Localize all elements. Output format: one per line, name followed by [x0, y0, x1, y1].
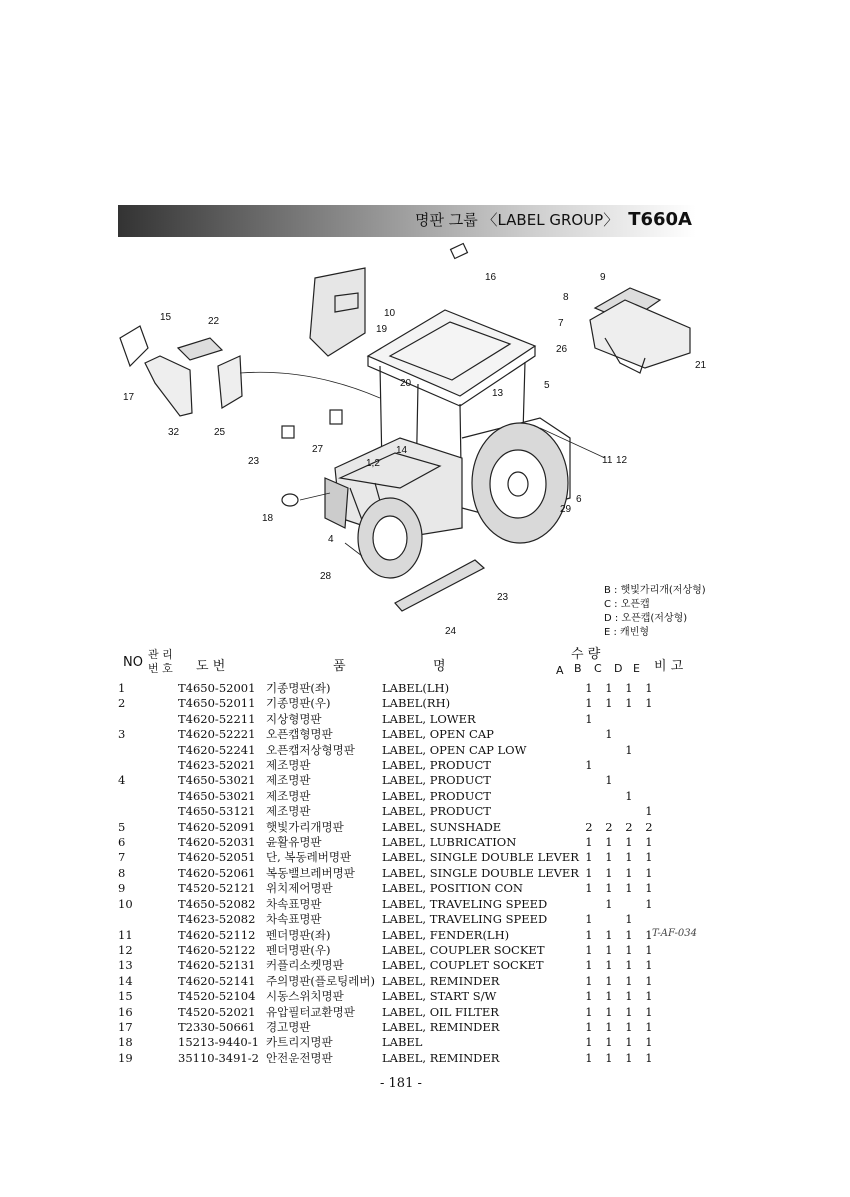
table-row [118, 897, 659, 912]
row-name-korean: 시동스위치명판 [266, 989, 344, 1004]
row-qty-e: 1 [645, 989, 653, 1004]
row-qty-b: 1 [585, 958, 593, 973]
group-title-banner [118, 205, 696, 237]
table-row [118, 696, 659, 711]
callout-label: 23 [248, 456, 260, 467]
row-part-number: T4650-53021 [178, 773, 256, 788]
row-no: 11 [118, 927, 133, 942]
row-name-korean: 복동밸브레버명판 [266, 865, 355, 880]
row-qty-c: 1 [605, 973, 613, 988]
row-qty-e [639, 773, 659, 788]
row-qty-e: 1 [645, 1019, 653, 1034]
header-name-e: 명 [433, 659, 446, 674]
callout-label: 29 [560, 504, 572, 515]
row-qty-d: 1 [625, 788, 633, 803]
row-qty-e: 1 [645, 1035, 653, 1050]
table-row [118, 835, 659, 850]
header-mgmt: 관 리 [148, 648, 173, 661]
row-no: 1 [118, 681, 126, 695]
row-qty-d: 1 [625, 742, 633, 757]
callout-label: 16 [485, 272, 497, 283]
table-row [118, 743, 659, 758]
callout-label: 11 [602, 455, 613, 466]
row-qty-c: 1 [605, 850, 613, 865]
table-row [118, 773, 659, 788]
row-qty-e [639, 912, 659, 927]
row-name-english: LABEL, COUPLER SOCKET [382, 942, 545, 957]
row-part-number: T4620-52131 [178, 958, 256, 973]
row-no: 17 [118, 1019, 133, 1034]
legend-item: D : 오픈캡(저상형) [604, 613, 688, 624]
header-col-e: E [633, 662, 640, 675]
row-qty-d [619, 712, 639, 727]
row-qty-b: 1 [585, 989, 593, 1004]
legend [604, 584, 706, 640]
row-qty-b: 1 [585, 1035, 593, 1050]
handwritten-note: T-AF-034 [652, 928, 697, 939]
row-name-korean: 카트리지명판 [266, 1035, 333, 1050]
row-qty-b: 1 [585, 1004, 593, 1019]
row-qty-d: 1 [625, 1035, 633, 1050]
row-qty-c: 1 [605, 1035, 613, 1050]
row-qty-d: 1 [625, 927, 633, 942]
row-qty-e [639, 727, 659, 742]
row-qty-d: 1 [625, 958, 633, 973]
row-name-korean: 기종명판(좌) [266, 681, 331, 695]
row-name-korean: 단, 복동레버명판 [266, 850, 352, 865]
table-row [118, 789, 659, 804]
row-no: 16 [118, 1004, 133, 1019]
row-name-english: LABEL, POSITION CON [382, 881, 523, 896]
callout-label: 8 [563, 292, 569, 303]
table-row [118, 727, 659, 742]
row-qty-e: 1 [645, 958, 653, 973]
row-name-korean: 햇빛가리개명판 [266, 819, 344, 834]
header-qty: 수 량 [571, 647, 601, 662]
table-row [118, 974, 659, 989]
row-part-number: T4520-52021 [178, 1004, 256, 1019]
row-name-english: LABEL, TRAVELING SPEED [382, 896, 548, 911]
header-remarks: 비 고 [654, 659, 684, 674]
table-row [118, 989, 659, 1004]
row-qty-b: 1 [585, 835, 593, 850]
row-no: 3 [118, 727, 126, 742]
row-qty-d: 1 [625, 835, 633, 850]
row-part-number: T4650-52011 [178, 696, 256, 711]
parts-table [118, 681, 659, 1066]
row-name-english: LABEL, SINGLE DOUBLE LEVER [382, 850, 579, 865]
row-qty-b: 1 [585, 881, 593, 896]
row-no: 5 [118, 819, 126, 834]
row-qty-d: 1 [625, 850, 633, 865]
row-no: 18 [118, 1035, 133, 1050]
row-name-english: LABEL, PRODUCT [382, 788, 491, 803]
callout-label: 15 [160, 312, 172, 323]
row-name-korean: 차속표명판 [266, 896, 322, 911]
callout-label: 4 [328, 534, 334, 545]
row-qty-c [599, 712, 619, 727]
callout-label: 17 [123, 392, 135, 403]
callout-label: 27 [312, 444, 324, 455]
table-row [118, 804, 659, 819]
row-qty-c: 1 [605, 989, 613, 1004]
row-name-korean: 안전운전명판 [266, 1050, 333, 1065]
callout-label: 32 [168, 427, 180, 438]
row-qty-e: 1 [645, 1050, 653, 1065]
row-qty-c: 2 [605, 819, 613, 834]
row-qty-d: 1 [625, 1019, 633, 1034]
row-qty-b [579, 804, 599, 819]
table-row [118, 758, 659, 773]
row-name-korean: 유압필터교환명판 [266, 1004, 355, 1019]
row-no: 13 [118, 958, 133, 973]
row-qty-d: 2 [625, 819, 633, 834]
row-qty-d [619, 804, 639, 819]
row-no: 10 [118, 896, 133, 911]
page-number: - 181 - [380, 1076, 422, 1091]
row-no [118, 789, 178, 804]
table-row [118, 1051, 659, 1066]
callout-label: 21 [695, 360, 707, 371]
row-part-number: T4620-52031 [178, 835, 256, 850]
row-no [118, 758, 178, 773]
row-name-korean: 펜더명판(좌) [266, 927, 331, 942]
row-qty-b: 1 [585, 973, 593, 988]
row-qty-b: 1 [585, 696, 593, 711]
row-qty-e: 1 [645, 804, 653, 819]
row-qty-c: 1 [605, 727, 613, 742]
row-part-number: T2330-50661 [178, 1019, 256, 1034]
row-name-english: LABEL, SUNSHADE [382, 819, 502, 834]
row-qty-d: 1 [625, 1050, 633, 1065]
row-qty-e: 1 [645, 942, 653, 957]
row-part-number: T4620-52141 [178, 973, 256, 988]
row-part-number: T4620-52051 [178, 850, 256, 865]
row-part-number: T4620-52091 [178, 819, 256, 834]
row-qty-e: 1 [645, 681, 653, 695]
row-name-english: LABEL, TRAVELING SPEED [382, 912, 548, 927]
row-name-english: LABEL, FENDER(LH) [382, 927, 510, 942]
table-row [118, 912, 659, 927]
header-col-c: C [594, 662, 602, 675]
row-name-korean: 윤활유명판 [266, 835, 322, 850]
row-name-english: LABEL, OIL FILTER [382, 1004, 499, 1019]
row-qty-d [619, 758, 639, 773]
row-qty-c: 1 [605, 773, 613, 788]
table-row [118, 712, 659, 727]
row-qty-b: 1 [585, 865, 593, 880]
row-qty-d: 1 [625, 696, 633, 711]
row-qty-b: 1 [585, 850, 593, 865]
row-name-english: LABEL, PRODUCT [382, 758, 491, 773]
row-name-korean: 제조명판 [266, 758, 311, 773]
table-row [118, 866, 659, 881]
row-name-english: LABEL(RH) [382, 696, 451, 711]
row-qty-e: 1 [645, 696, 653, 711]
row-part-number: T4620-52241 [178, 742, 256, 757]
header-no: NO [123, 655, 143, 670]
callout-label: 24 [445, 626, 457, 637]
table-row [118, 943, 659, 958]
row-name-english: LABEL, REMINDER [382, 973, 500, 988]
row-no [118, 912, 178, 927]
row-qty-c: 1 [605, 696, 613, 711]
legend-item: C : 오픈캡 [604, 599, 650, 610]
row-qty-b: 1 [585, 927, 593, 942]
row-name-english: LABEL, LOWER [382, 711, 476, 726]
row-qty-e: 1 [645, 927, 653, 942]
row-part-number: T4650-53121 [178, 804, 256, 819]
row-name-korean: 오픈캡형명판 [266, 727, 333, 742]
row-name-english: LABEL [382, 1035, 423, 1050]
row-no [118, 804, 178, 819]
row-qty-c: 1 [605, 942, 613, 957]
row-name-english: LABEL, PRODUCT [382, 804, 491, 819]
row-qty-b: 1 [585, 1019, 593, 1034]
row-name-korean: 제조명판 [266, 788, 311, 803]
callout-label: 1,2 [366, 458, 380, 469]
row-name-korean: 펜더명판(우) [266, 942, 331, 957]
row-qty-d: 1 [625, 973, 633, 988]
row-qty-e: 1 [645, 1004, 653, 1019]
row-name-korean: 차속표명판 [266, 912, 322, 927]
group-title: 명판 그룹 〈LABEL GROUP〉 [414, 211, 619, 229]
row-part-number: T4620-52221 [178, 727, 256, 742]
row-part-number: T4623-52082 [178, 912, 256, 927]
row-qty-c: 1 [605, 881, 613, 896]
row-no: 4 [118, 773, 126, 788]
row-no: 9 [118, 881, 126, 896]
row-name-english: LABEL(LH) [382, 681, 450, 695]
row-qty-c: 1 [605, 1019, 613, 1034]
row-name-english: LABEL, LUBRICATION [382, 835, 517, 850]
row-no: 7 [118, 850, 126, 865]
row-name-korean: 위치제어명판 [266, 881, 333, 896]
row-qty-e [639, 712, 659, 727]
row-qty-e: 1 [645, 973, 653, 988]
row-qty-b: 1 [585, 758, 593, 773]
header-col-a: A [556, 664, 564, 677]
row-qty-d: 1 [625, 1004, 633, 1019]
row-name-korean: 오픈캡저상형명판 [266, 742, 355, 757]
row-part-number: T4620-52211 [178, 711, 256, 726]
header-col-b: B [574, 662, 582, 675]
header-mgmt2: 번 호 [148, 662, 173, 675]
row-qty-c [599, 758, 619, 773]
row-qty-e: 1 [645, 850, 653, 865]
table-row [118, 850, 659, 865]
row-part-number: 35110-3491-2 [178, 1050, 259, 1065]
row-name-english: LABEL, REMINDER [382, 1019, 500, 1034]
row-qty-b: 1 [585, 942, 593, 957]
row-no: 8 [118, 865, 126, 880]
row-qty-b: 1 [585, 711, 593, 726]
row-name-korean: 제조명판 [266, 804, 311, 819]
table-row [118, 928, 659, 943]
table-row [118, 881, 659, 896]
row-qty-b [579, 897, 599, 912]
row-qty-b [579, 743, 599, 758]
header-name-k: 품 [333, 659, 346, 674]
row-qty-b: 1 [585, 681, 593, 695]
callout-label: 6 [576, 494, 582, 505]
row-part-number: T4620-52122 [178, 942, 256, 957]
row-part-number: T4620-52112 [178, 927, 256, 942]
row-qty-e: 1 [645, 881, 653, 896]
row-no: 14 [118, 973, 133, 988]
row-qty-b: 2 [585, 819, 593, 834]
legend-item: B : 햇빛가리개(저상형) [604, 585, 706, 596]
row-qty-e [639, 789, 659, 804]
row-name-english: LABEL, COUPLET SOCKET [382, 958, 544, 973]
row-qty-b [579, 727, 599, 742]
row-qty-d: 1 [625, 942, 633, 957]
callout-label: 14 [396, 445, 408, 456]
callout-label: 26 [556, 344, 568, 355]
table-row [118, 1020, 659, 1035]
row-name-english: LABEL, PRODUCT [382, 773, 491, 788]
row-no: 12 [118, 942, 133, 957]
row-name-english: LABEL, OPEN CAP LOW [382, 742, 527, 757]
table-row [118, 681, 659, 696]
row-qty-c: 1 [605, 1004, 613, 1019]
row-no: 19 [118, 1050, 133, 1065]
callout-label: 19 [376, 324, 388, 335]
row-qty-d: 1 [625, 865, 633, 880]
row-qty-c: 1 [605, 835, 613, 850]
row-name-korean: 기종명판(우) [266, 696, 331, 711]
callout-label: 18 [262, 513, 274, 524]
header-drawing: 도 번 [196, 659, 226, 674]
callout-label: 23 [497, 592, 509, 603]
callout-label: 22 [208, 316, 220, 327]
row-name-english: LABEL, SINGLE DOUBLE LEVER [382, 865, 579, 880]
row-qty-c [599, 789, 619, 804]
row-qty-d [619, 897, 639, 912]
callout-label: 28 [320, 571, 332, 582]
row-name-korean: 제조명판 [266, 773, 311, 788]
callout-label: 5 [544, 380, 550, 391]
row-qty-c [599, 912, 619, 927]
row-qty-c [599, 804, 619, 819]
row-name-korean: 커플리소켓명판 [266, 958, 344, 973]
row-qty-c: 1 [605, 958, 613, 973]
row-name-english: LABEL, START S/W [382, 989, 497, 1004]
row-part-number: T4650-53021 [178, 788, 256, 803]
row-qty-d: 1 [625, 912, 633, 927]
parts-table-body [118, 681, 659, 1066]
row-qty-c: 1 [605, 681, 613, 695]
row-qty-d: 1 [625, 881, 633, 896]
table-row [118, 958, 659, 973]
row-no: 6 [118, 835, 126, 850]
row-name-english: LABEL, OPEN CAP [382, 727, 494, 742]
callout-label: 13 [492, 388, 504, 399]
row-qty-d: 1 [625, 989, 633, 1004]
row-qty-e [639, 758, 659, 773]
header-col-d: D [614, 662, 623, 675]
row-qty-c [599, 743, 619, 758]
row-part-number: 15213-9440-1 [178, 1035, 259, 1050]
row-no [118, 712, 178, 727]
callout-label: 9 [600, 272, 606, 283]
row-qty-e [639, 743, 659, 758]
row-qty-b: 1 [585, 1050, 593, 1065]
row-qty-b [579, 773, 599, 788]
callout-label: 12 [616, 455, 628, 466]
row-qty-b [579, 789, 599, 804]
row-no [118, 743, 178, 758]
row-qty-e: 2 [645, 819, 653, 834]
table-row [118, 1005, 659, 1020]
row-qty-c: 1 [605, 896, 613, 911]
row-name-korean: 경고명판 [266, 1019, 311, 1034]
table-row [118, 1035, 659, 1050]
table-row [118, 820, 659, 835]
row-name-korean: 주의명판(플로팅레버) [266, 973, 375, 988]
row-qty-c: 1 [605, 1050, 613, 1065]
row-qty-e: 1 [645, 896, 653, 911]
row-part-number: T4623-52021 [178, 758, 256, 773]
row-part-number: T4520-52121 [178, 881, 256, 896]
model-name: T660A [628, 209, 692, 230]
row-no: 2 [118, 696, 126, 711]
row-qty-d: 1 [625, 681, 633, 695]
legend-item: E : 캐빈형 [604, 627, 650, 638]
row-part-number: T4520-52104 [178, 989, 256, 1004]
row-qty-c: 1 [605, 927, 613, 942]
row-qty-c: 1 [605, 865, 613, 880]
row-qty-b: 1 [585, 912, 593, 927]
row-part-number: T4650-52082 [178, 896, 256, 911]
row-name-english: LABEL, REMINDER [382, 1050, 500, 1065]
row-name-korean: 지상형명판 [266, 711, 322, 726]
row-part-number: T4650-52001 [178, 681, 256, 695]
row-no: 15 [118, 989, 133, 1004]
callout-label: 7 [558, 318, 564, 329]
callout-label: 10 [384, 308, 396, 319]
row-part-number: T4620-52061 [178, 865, 256, 880]
banner-text [415, 209, 692, 230]
row-qty-e: 1 [645, 835, 653, 850]
callout-label: 25 [214, 427, 226, 438]
row-qty-d [619, 773, 639, 788]
row-qty-d [619, 727, 639, 742]
callout-label: 20 [400, 378, 412, 389]
row-qty-e: 1 [645, 865, 653, 880]
